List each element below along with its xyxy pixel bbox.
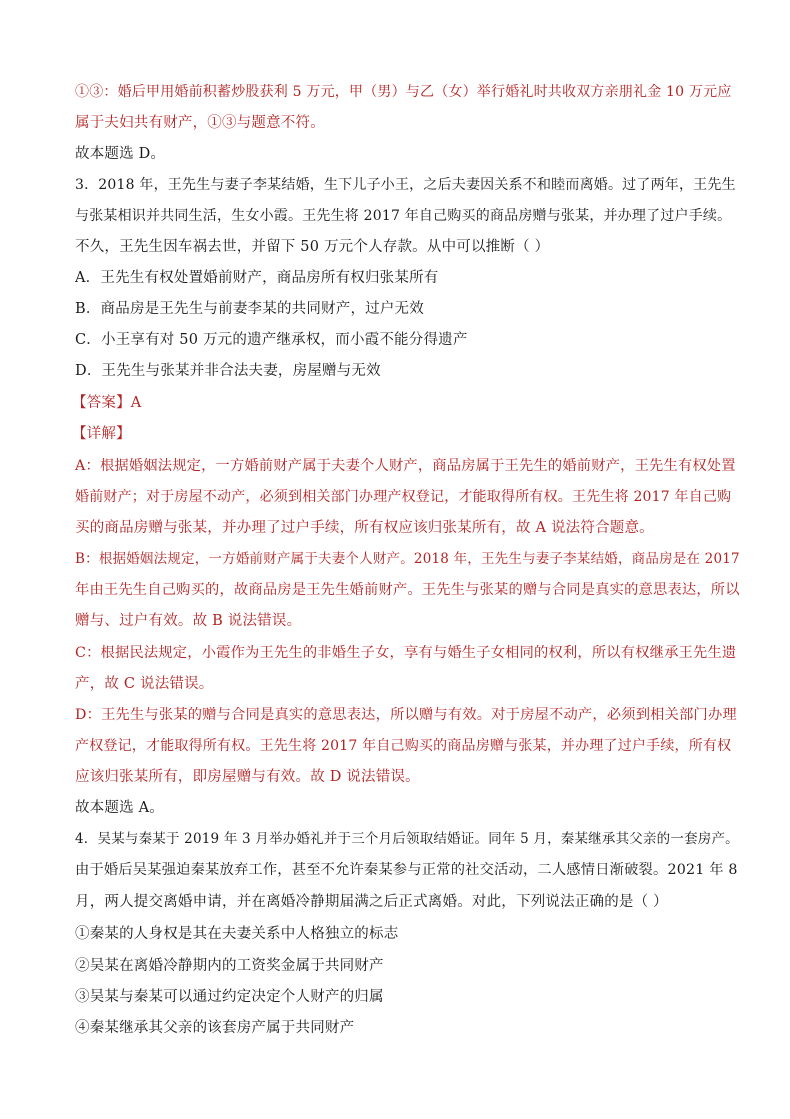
question-4-stem-line: 月，两人提交离婚申请，并在离婚冷静期届满之后正式离婚。对此，下列说法正确的是（ ） [75, 894, 668, 910]
detail-a-line: 买的商品房赠与张某，并办理了过户手续，所有权应该归张某所有，故 A 说法符合题意。 [75, 520, 654, 536]
detail-c-line: C：根据民法规定，小霞作为王先生的非婚生子女，享有与婚生子女相同的权利，所以有权继承王先生遗 [75, 645, 737, 661]
detail-b-line: B：根据婚姻法规定，一方婚前财产属于夫妻个人财产。2018 年，王先生与妻子李某结婚，商品房是在 2017 [75, 551, 740, 567]
answer-explanation-line: 属于夫妇共有财产，①③与题意不符。 [75, 115, 325, 131]
detail-d-line: D：王先生与张某的赠与合同是真实的意思表达，所以赠与有效。对于房屋不动产，必须到相关部门办理 [75, 707, 737, 723]
option-c: C．小王享有对 50 万元的遗产继承权，而小霞不能分得遗产 [75, 332, 468, 348]
answer-explanation-line: ①③：婚后甲用婚前积蓄炒股获利 5 万元，甲（男）与乙（女）举行婚礼时共收双方亲朋礼金 10 万元应 [75, 84, 732, 100]
conclusion-line: 故本题选 D。 [75, 146, 166, 162]
detail-b-line: 赠与、过户有效。故 B 说法错误。 [75, 613, 302, 629]
question-3-stem-line: 3．2018 年，王先生与妻子李某结婚，生下儿子小王，之后夫妻因关系不和睦而离婚。过了两年，王先生 [75, 177, 736, 193]
option-b: B．商品房是王先生与前妻李某的共同财产，过户无效 [75, 301, 424, 317]
statement-4: ④秦某继承其父亲的该套房产属于共同财产 [75, 1020, 355, 1036]
detail-d-line: 应该归张某所有，即房屋赠与有效。故 D 说法错误。 [75, 769, 420, 785]
option-a: A．王先生有权处置婚前财产，商品房所有权归张某所有 [75, 270, 439, 286]
detail-d-line: 产权登记，才能取得所有权。王先生将 2017 年自己购买的商品房赠与张某，并办理了过户手续，所有权 [75, 738, 732, 754]
detail-label: 【详解】 [72, 426, 131, 442]
detail-b-line: 年由王先生自己购买的，故商品房是王先生婚前财产。王先生与张某的赠与合同是真实的意思表达，所以 [75, 582, 740, 598]
statement-3: ③吴某与秦某可以通过约定决定个人财产的归属 [75, 989, 384, 1005]
question-4-stem-line: 4．吴某与秦某于 2019 年 3 月举办婚礼并于三个月后领取结婚证。同年 5 月，秦某继承其父亲的一套房产。 [75, 831, 739, 847]
detail-c-line: 产，故 C 说法错误。 [75, 676, 214, 692]
question-3-stem-line: 不久，王先生因车祸去世，并留下 50 万元个人存款。从中可以推断（ ） [75, 239, 550, 255]
statement-2: ②吴某在离婚冷静期内的工资奖金属于共同财产 [75, 958, 384, 974]
question-3-stem-line: 与张某相识并共同生活，生女小霞。王先生将 2017 年自己购买的商品房赠与张某，并办理了过户手续。 [75, 208, 732, 224]
detail-a-line: A：根据婚姻法规定，一方婚前财产属于夫妻个人财产，商品房属于王先生的婚前财产，王先生有权处置 [75, 458, 736, 474]
statement-1: ①秦某的人身权是其在夫妻关系中人格独立的标志 [75, 926, 399, 942]
detail-a-line: 婚前财产；对于房屋不动产，必须到相关部门办理产权登记，才能取得所有权。王先生将 2017 年自己购 [75, 489, 732, 505]
option-d: D．王先生与张某并非合法夫妻，房屋赠与无效 [75, 363, 381, 379]
question-4-stem-line: 由于婚后吴某强迫秦某放弃工作，甚至不允许秦某参与正常的社交活动，二人感情日渐破裂。2021 年 8 [75, 862, 738, 878]
conclusion-line: 故本题选 A。 [75, 800, 164, 816]
answer-label: 【答案】A [72, 395, 142, 411]
